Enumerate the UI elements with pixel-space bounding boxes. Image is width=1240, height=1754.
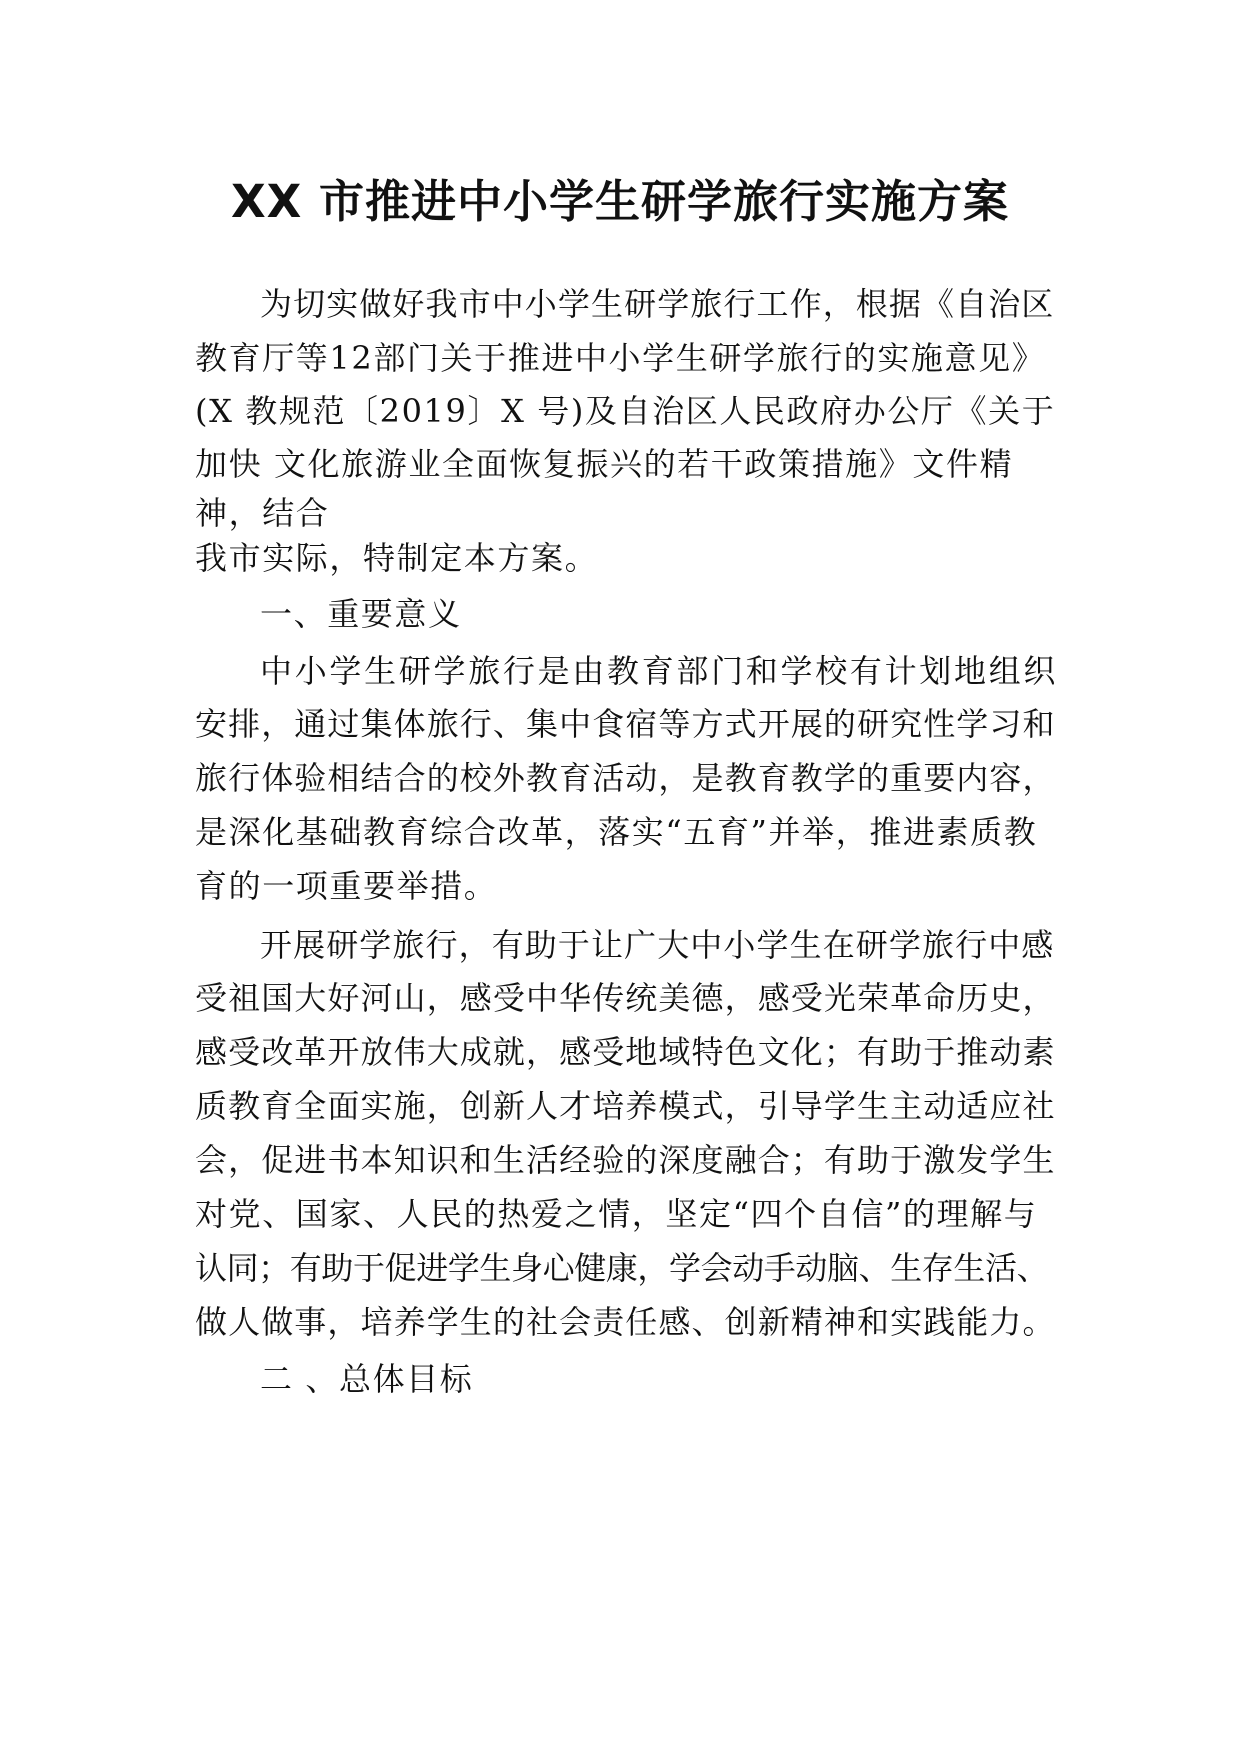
paragraph-line: 为切实做好我市中小学生研学旅行工作，根据《自治区 <box>260 285 1055 323</box>
paragraph-line: 开展研学旅行，有助于让广大中小学生在研学旅行中感 <box>260 926 1055 964</box>
document-title: XX 市推进中小学生研学旅行实施方案 <box>230 175 1010 228</box>
paragraph-line: 会，促进书本知识和生活经验的深度融合；有助于激发学生 <box>195 1141 1056 1179</box>
section-heading: 二 、总体目标 <box>260 1360 474 1398</box>
paragraph-line: 是深化基础教育综合改革，落实“五育”并举，推进素质教 <box>195 813 1038 851</box>
paragraph-line: 我市实际，特制定本方案。 <box>195 539 599 577</box>
paragraph-line: (X 教规范〔2019〕X 号)及自治区人民政府办公厅《关于 <box>195 392 1056 430</box>
paragraph-line: 质教育全面实施，创新人才培养模式，引导学生主动适应社 <box>195 1087 1056 1125</box>
paragraph-line: 感受改革开放伟大成就，感受地域特色文化；有助于推动素 <box>195 1033 1056 1071</box>
section-heading: 一、重要意义 <box>260 595 462 633</box>
paragraph-line: 受祖国大好河山，感受中华传统美德，感受光荣革命历史， <box>195 979 1056 1017</box>
paragraph-line: 加快 文化旅游业全面恢复振兴的若干政策措施》文件精 <box>195 445 1014 483</box>
paragraph-line: 安排，通过集体旅行、集中食宿等方式开展的研究性学习和 <box>195 705 1056 743</box>
paragraph-line: 认同；有助于促进学生身心健康，学会动手动脑、生存生活、 <box>195 1249 1049 1287</box>
paragraph-line: 教育厅等12部门关于推进中小学生研学旅行的实施意见》 <box>195 339 1046 377</box>
paragraph-line: 中小学生研学旅行是由教育部门和学校有计划地组织 <box>260 652 1059 690</box>
paragraph-line: 旅行体验相结合的校外教育活动，是教育教学的重要内容， <box>195 759 1056 797</box>
paragraph-line: 对党、国家、人民的热爱之情，坚定“四个自信”的理解与 <box>195 1195 1038 1233</box>
paragraph-line: 育的一项重要举措。 <box>195 867 498 905</box>
paragraph-line: 做人做事，培养学生的社会责任感、创新精神和实践能力。 <box>195 1303 1056 1341</box>
paragraph-line: 神，结合 <box>195 494 330 532</box>
